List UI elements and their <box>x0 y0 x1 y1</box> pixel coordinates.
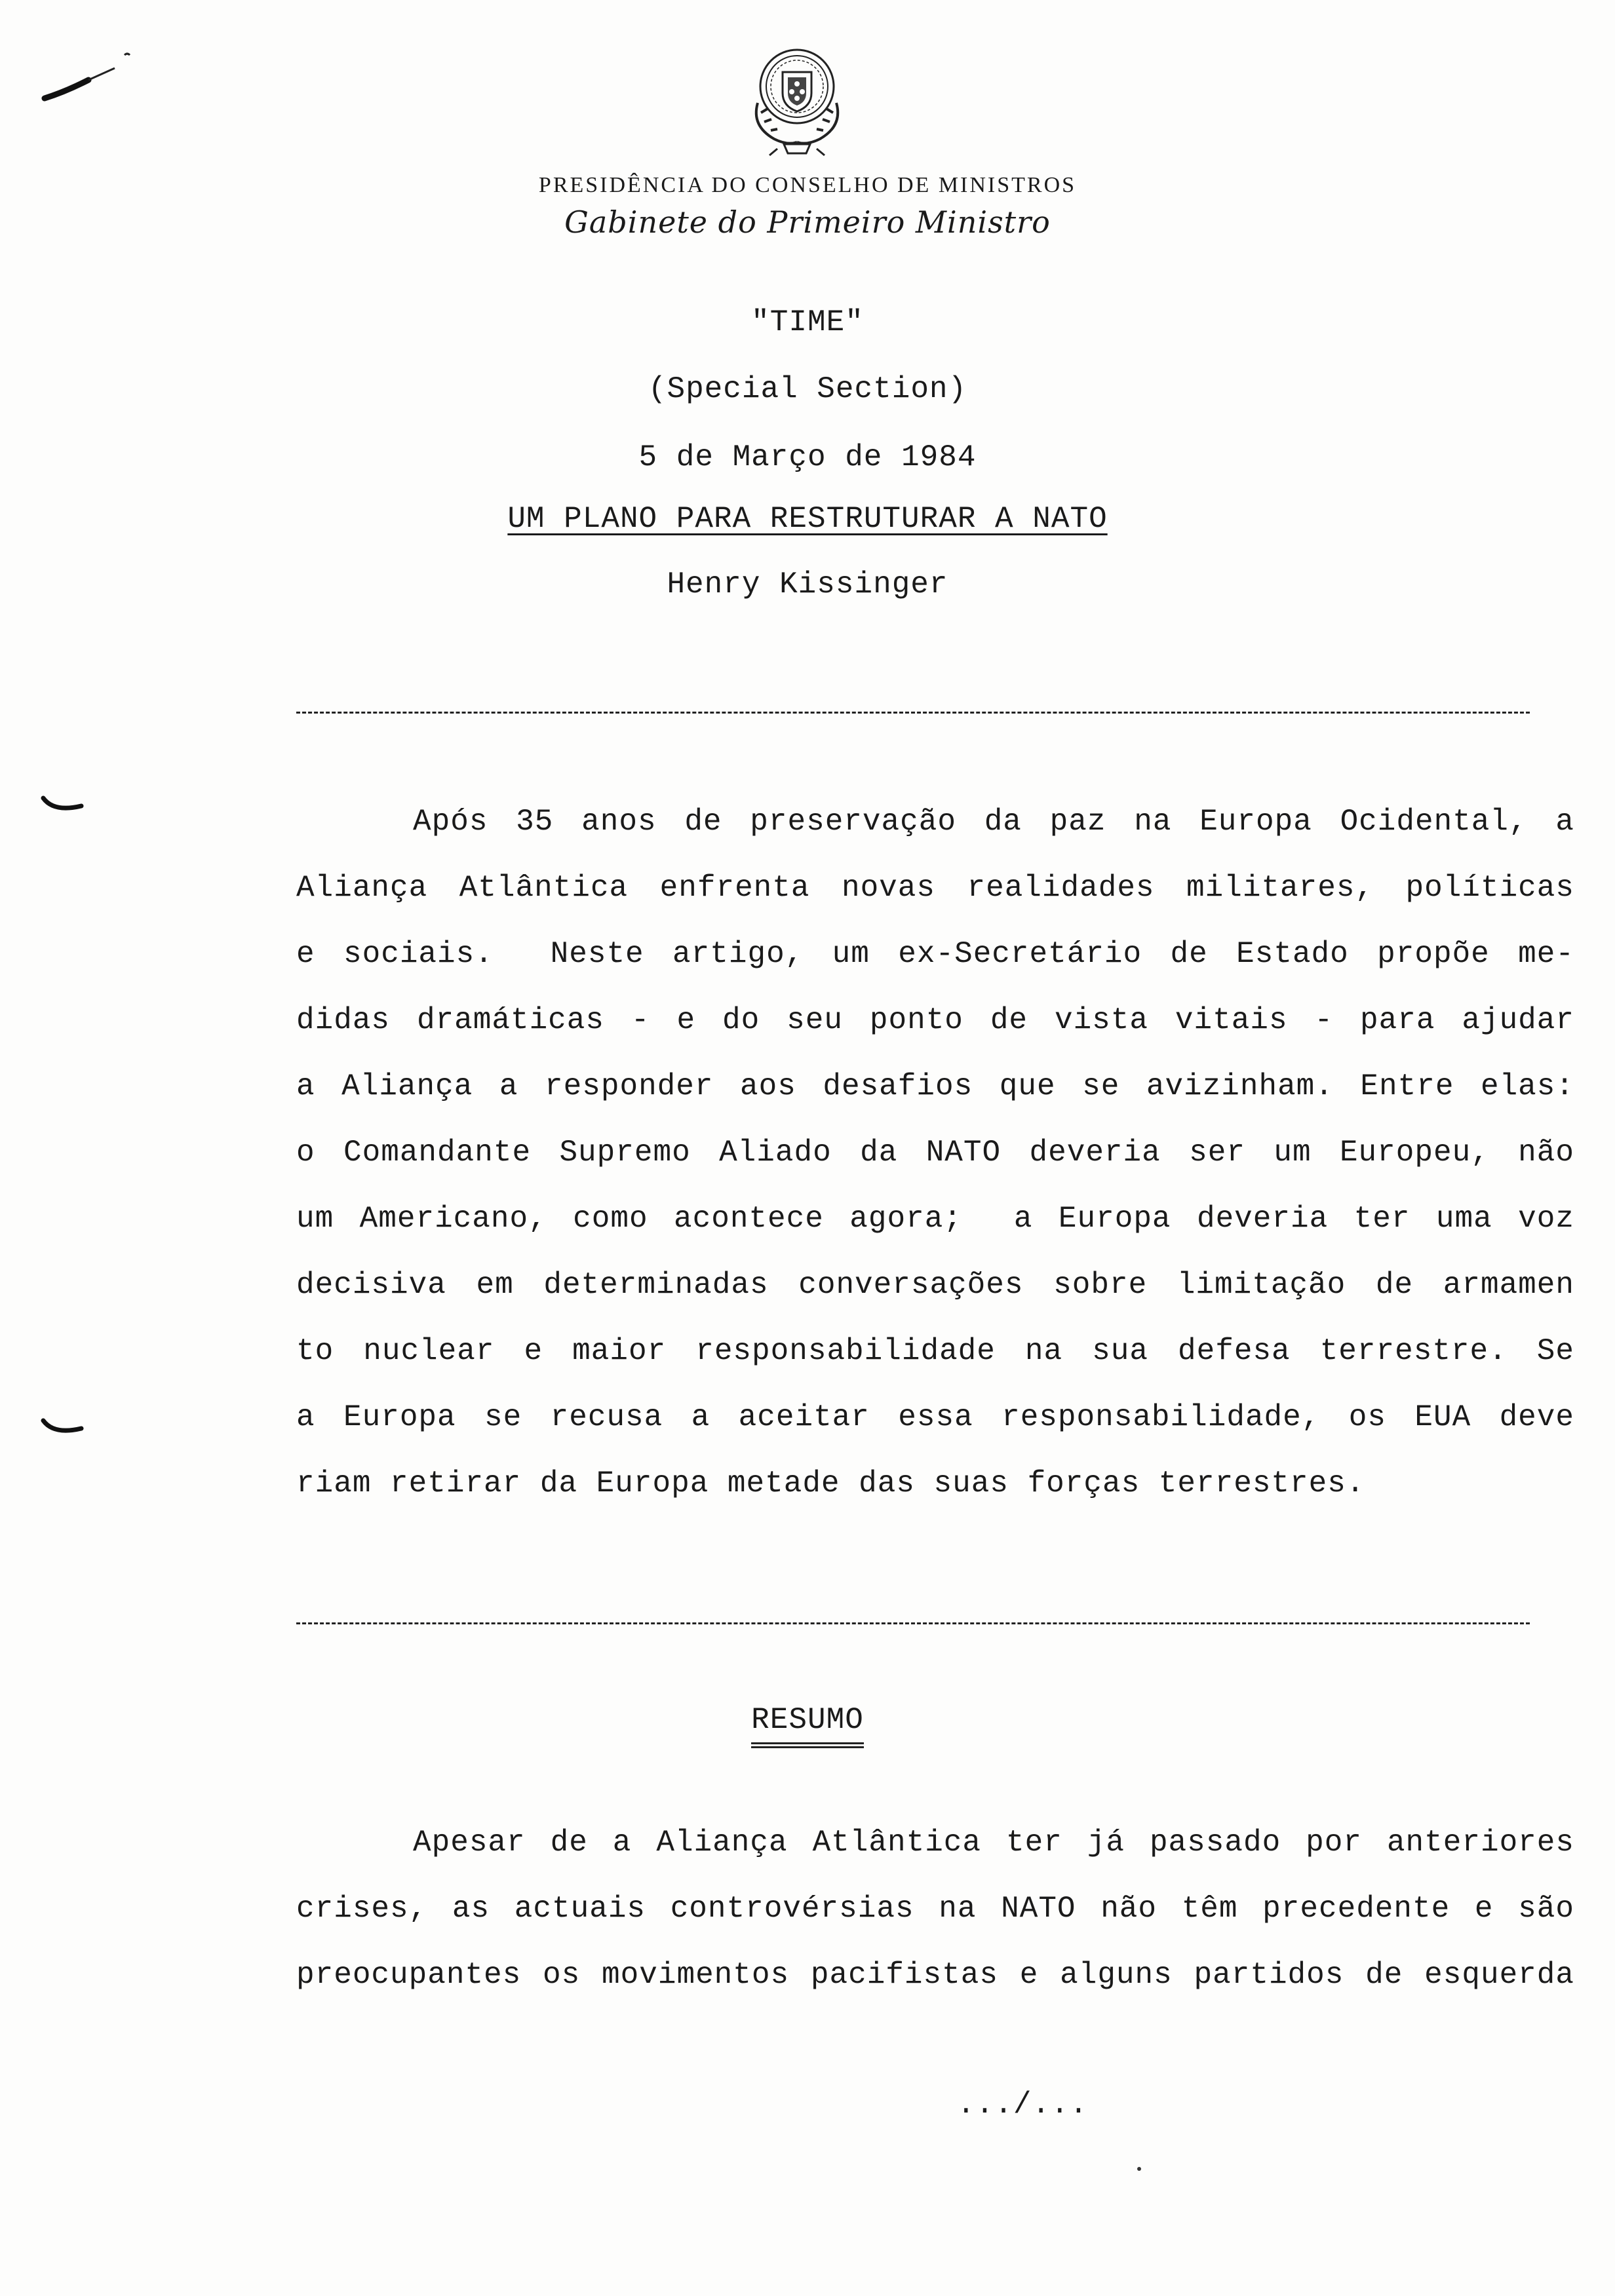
section-label: (Special Section) <box>648 372 967 406</box>
article-headline <box>0 502 1615 536</box>
intro-line: um Americano, como acontece agora; a Europa deveria ter uma voz <box>296 1202 1574 1236</box>
article-author: Henry Kissinger <box>667 567 948 602</box>
intro-line: Aliança Atlântica enfrenta novas realidades militares, políticas <box>296 871 1574 905</box>
intro-line: Após 35 anos de preservação da paz na Europa Ocidental, a <box>413 805 1574 839</box>
institution-letterhead: PRESIDÊNCIA DO CONSELHO DE MINISTROS <box>538 173 1077 197</box>
intro-line: a Europa se recusa a aceitar essa responsabilidade, os EUA deve <box>296 1400 1574 1434</box>
hole-punch-mark <box>41 1415 87 1442</box>
intro-line: e sociais. Neste artigo, um ex-Secretário de Estado propõe me- <box>296 937 1574 971</box>
summary-line: preocupantes os movimentos pacifistas e alguns partidos de esquerda <box>296 1958 1574 1992</box>
publication-name: "TIME" <box>751 305 864 339</box>
intro-line: decisiva em determinadas conversações sobre limitação de armamen <box>296 1268 1574 1302</box>
speck-mark <box>1133 2162 1146 2175</box>
summary-heading <box>0 1702 1615 1748</box>
article-date: 5 de Março de 1984 <box>638 440 977 474</box>
hole-punch-mark <box>41 793 87 819</box>
intro-line: o Comandante Supremo Aliado da NATO deveria ser um Europeu, não <box>296 1136 1574 1170</box>
summary-line: Apesar de a Aliança Atlântica ter já passado por anteriores <box>413 1826 1574 1860</box>
bottom-divider <box>296 1622 1530 1624</box>
summary-heading-text: RESUMO <box>751 1702 864 1748</box>
summary-paragraph <box>296 1826 1574 2024</box>
intro-line: a Aliança a responder aos desafios que se avizinham. Entre elas: <box>296 1069 1574 1103</box>
intro-line: riam retirar da Europa metade das suas forças terrestres. <box>296 1466 1365 1501</box>
office-script-line: Gabinete do Primeiro Ministro <box>564 204 1051 240</box>
headline-text: UM PLANO PARA RESTRUTURAR A NATO <box>507 502 1108 536</box>
top-divider <box>296 712 1530 714</box>
coat-of-arms-emblem <box>738 41 856 162</box>
continuation-marker: .../... <box>957 2088 1089 2122</box>
intro-line: to nuclear e maior responsabilidade na sua defesa terrestre. Se <box>296 1334 1574 1368</box>
pen-stroke-mark <box>39 46 138 111</box>
intro-paragraph <box>296 805 1574 1533</box>
intro-line: didas dramáticas - e do seu ponto de vista vitais - para ajudar <box>296 1003 1574 1037</box>
summary-line: crises, as actuais controvérsias na NATO não têm precedente e são <box>296 1892 1574 1926</box>
